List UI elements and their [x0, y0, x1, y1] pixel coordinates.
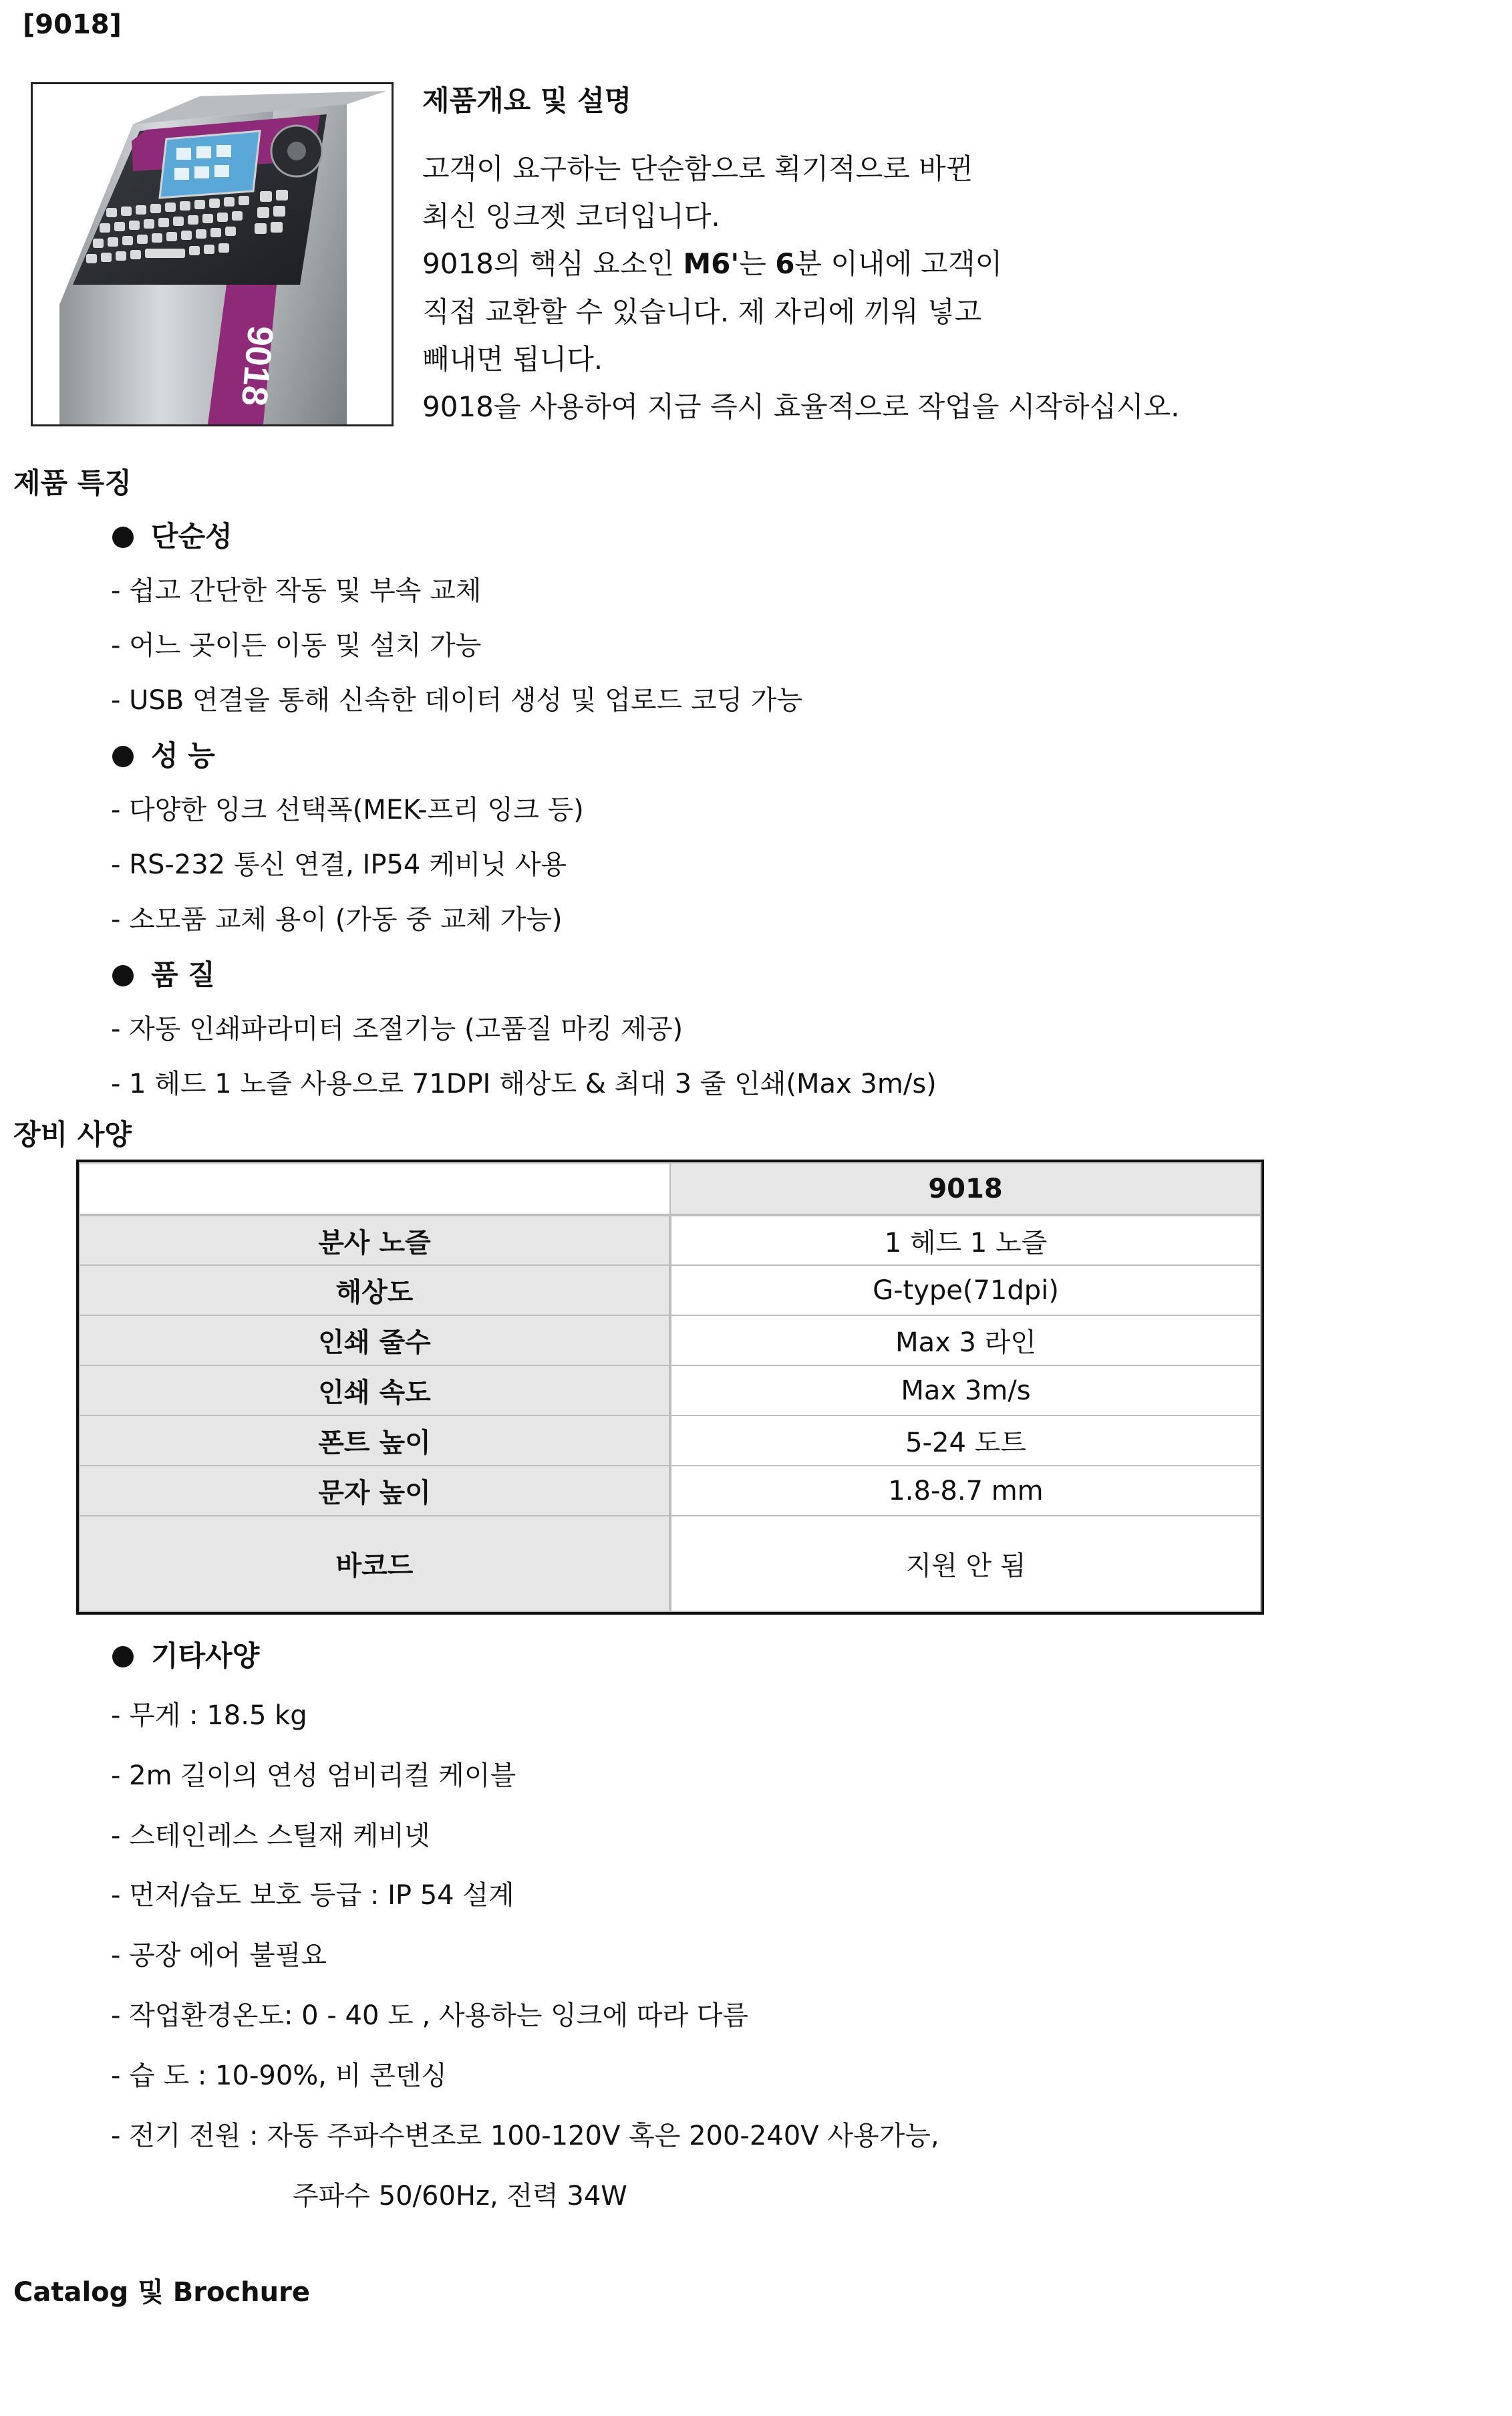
other-item-continuation: 주파수 50/60Hz, 전력 34W	[293, 2181, 627, 2211]
spec-label: 폰트 높이	[80, 1416, 670, 1466]
other-item: - 먼저/습도 보호 등급 : IP 54 설계	[111, 1880, 514, 1911]
overview-line: 직접 교환할 수 있습니다. 제 자리에 끼워 넣고	[422, 295, 982, 328]
other-item: - 공장 에어 불필요	[111, 1940, 327, 1971]
feature-item: - 쉽고 간단한 작동 및 부속 교체	[111, 575, 482, 606]
feature-item: - 자동 인쇄파라미터 조절기능 (고품질 마킹 제공)	[111, 1014, 684, 1045]
overview-line: 최신 잉크젯 코더입니다.	[422, 200, 720, 233]
bullet-icon	[112, 1646, 134, 1667]
specs-table	[76, 1160, 1264, 1615]
spec-label: 문자 높이	[80, 1466, 670, 1516]
overview-line: 빼내면 됩니다.	[422, 343, 603, 376]
feature-heading-text: 단순성	[151, 520, 233, 553]
model-label: 9018	[233, 324, 281, 408]
other-heading-text: 기타사양	[151, 1639, 260, 1672]
features-title: 제품 특징	[13, 466, 132, 499]
other-item: - 전기 전원 : 자동 주파수변조로 100-120V 혹은 200-240V 사용가능,	[111, 2121, 939, 2151]
other-item: - 무게 : 18.5 kg	[111, 1700, 307, 1731]
other-heading	[112, 1634, 259, 1674]
feature-item: - RS-232 통신 연결, IP54 케비닛 사용	[111, 849, 567, 880]
spec-value: Max 3 라인	[670, 1315, 1261, 1365]
specs-model-header: 9018	[670, 1163, 1261, 1215]
spec-value: 1 헤드 1 노즐	[670, 1215, 1261, 1265]
product-image	[31, 82, 394, 426]
feature-item: - 어느 곳이든 이동 및 설치 가능	[111, 630, 482, 661]
spec-value: 5-24 도트	[670, 1416, 1261, 1466]
specs-title: 장비 사양	[13, 1118, 132, 1151]
catalog-brochure-heading: Catalog 및 Brochure	[13, 2277, 310, 2308]
bullet-icon	[112, 746, 134, 767]
feature-heading	[112, 734, 215, 774]
feature-heading	[112, 953, 215, 993]
spec-label: 인쇄 속도	[80, 1365, 670, 1416]
overview-text: 는	[739, 247, 776, 280]
spec-value: G-type(71dpi)	[670, 1265, 1261, 1315]
feature-heading-text: 성 능	[151, 739, 215, 772]
other-item: - 작업환경온도: 0 - 40 도 , 사용하는 잉크에 따라 다름	[111, 2000, 749, 2031]
feature-item: - 다양한 잉크 선택폭(MEK-프리 잉크 등)	[111, 795, 584, 825]
inkjet-printer-illustration	[33, 84, 392, 424]
feature-item: - 소모품 교체 용이 (가동 중 교체 가능)	[111, 904, 563, 935]
product-tag: [9018]	[23, 9, 122, 40]
feature-item: - 1 헤드 1 노즐 사용으로 71DPI 해상도 & 최대 3 줄 인쇄(Max 3m/s)	[111, 1069, 937, 1099]
bullet-icon	[112, 527, 134, 548]
other-item: - 2m 길이의 연성 엄비리컬 케이블	[111, 1760, 516, 1791]
spec-label: 바코드	[80, 1516, 670, 1611]
overview-text: 분 이내에 고객이	[794, 247, 1003, 280]
feature-heading-text: 품 질	[151, 958, 215, 991]
other-item: - 습 도 : 10-90%, 비 콘덴싱	[111, 2060, 447, 2091]
overview-text: 9018의 핵심 요소인	[422, 247, 684, 280]
overview-line: 고객이 요구하는 단순함으로 획기적으로 바뀐	[422, 152, 973, 185]
bullet-icon	[112, 965, 134, 986]
spec-value: 1.8-8.7 mm	[670, 1466, 1261, 1516]
spec-value: 지원 안 됨	[670, 1516, 1261, 1611]
specs-header-blank	[80, 1163, 670, 1215]
spec-label: 분사 노즐	[80, 1215, 670, 1265]
feature-item: - USB 연결을 통해 신속한 데이터 생성 및 업로드 코딩 가능	[111, 685, 803, 716]
spec-value: Max 3m/s	[670, 1365, 1261, 1416]
other-item: - 스테인레스 스틸재 케비넷	[111, 1821, 430, 1851]
overview-emphasis: 6	[775, 247, 795, 280]
overview-title: 제품개요 및 설명	[422, 84, 632, 117]
overview-line: 9018을 사용하여 지금 즉시 효율적으로 작업을 시작하십시오.	[422, 390, 1180, 423]
spec-label: 인쇄 줄수	[80, 1315, 670, 1365]
feature-heading	[112, 515, 233, 555]
spec-label: 해상도	[80, 1265, 670, 1315]
overview-line	[422, 247, 1003, 280]
overview-emphasis: M6'	[683, 247, 740, 280]
